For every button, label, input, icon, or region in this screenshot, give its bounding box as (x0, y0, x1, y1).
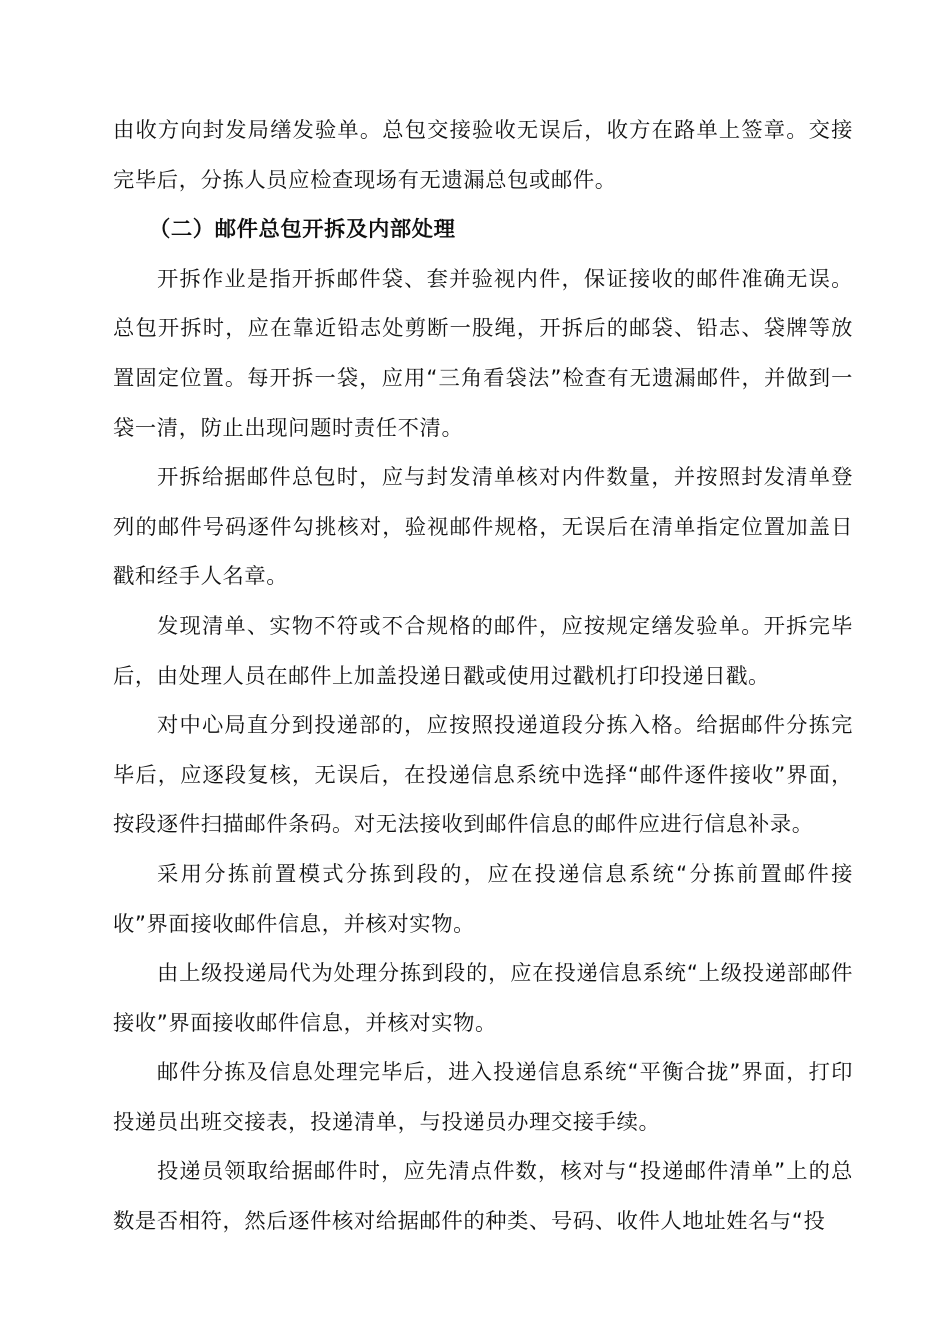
paragraph-6: 采用分拣前置模式分拣到段的，应在投递信息系统“分拣前置邮件接收”界面接收邮件信息，并核对实物。 (113, 861, 853, 937)
paragraph-3: 开拆给据邮件总包时，应与封发清单核对内件数量，并按照封发清单登列的邮件号码逐件勾挑核对，验视邮件规格，无误后在清单指定位置加盖日戳和经手人名章。 (113, 465, 853, 590)
paragraph-2: 开拆作业是指开拆邮件袋、套并验视内件，保证接收的邮件准确无误。总包开拆时，应在靠近铅志处剪断一股绳，开拆后的邮袋、铅志、袋牌等放置固定位置。每开拆一袋，应用“三角看袋法”检查有无遗漏邮件，并做到一袋一清，防止出现问题时责任不清。 (113, 266, 853, 441)
paragraph-7: 由上级投递局代为处理分拣到段的，应在投递信息系统“上级投递部邮件接收”界面接收邮件信息，并核对实物。 (113, 961, 853, 1036)
document-body (113, 106, 853, 1247)
paragraph-1: 由收方向封发局缮发验单。总包交接验收无误后，收方在路单上签章。交接完毕后，分拣人员应检查现场有无遗漏总包或邮件。 (113, 118, 853, 193)
paragraph-5: 对中心局直分到投递部的，应按照投递道段分拣入格。给据邮件分拣完毕后，应逐段复核，无误后，在投递信息系统中选择“邮件逐件接收”界面，按段逐件扫描邮件条码。对无法接收到邮件信息的邮件应进行信息补录。 (113, 713, 853, 838)
paragraph-4: 发现清单、实物不符或不合规格的邮件，应按规定缮发验单。开拆完毕后，由处理人员在邮件上加盖投递日戳或使用过戳机打印投递日戳。 (113, 613, 853, 689)
paragraph-9: 投递员领取给据邮件时，应先清点件数，核对与“投递邮件清单”上的总数是否相符，然后逐件核对给据邮件的种类、号码、收件人地址姓名与“投 (113, 1159, 853, 1235)
paragraph-8: 邮件分拣及信息处理完毕后，进入投递信息系统“平衡合拢”界面，打印投递员出班交接表，投递清单，与投递员办理交接手续。 (113, 1060, 853, 1135)
section-heading: （二）邮件总包开拆及内部处理 (149, 217, 456, 243)
